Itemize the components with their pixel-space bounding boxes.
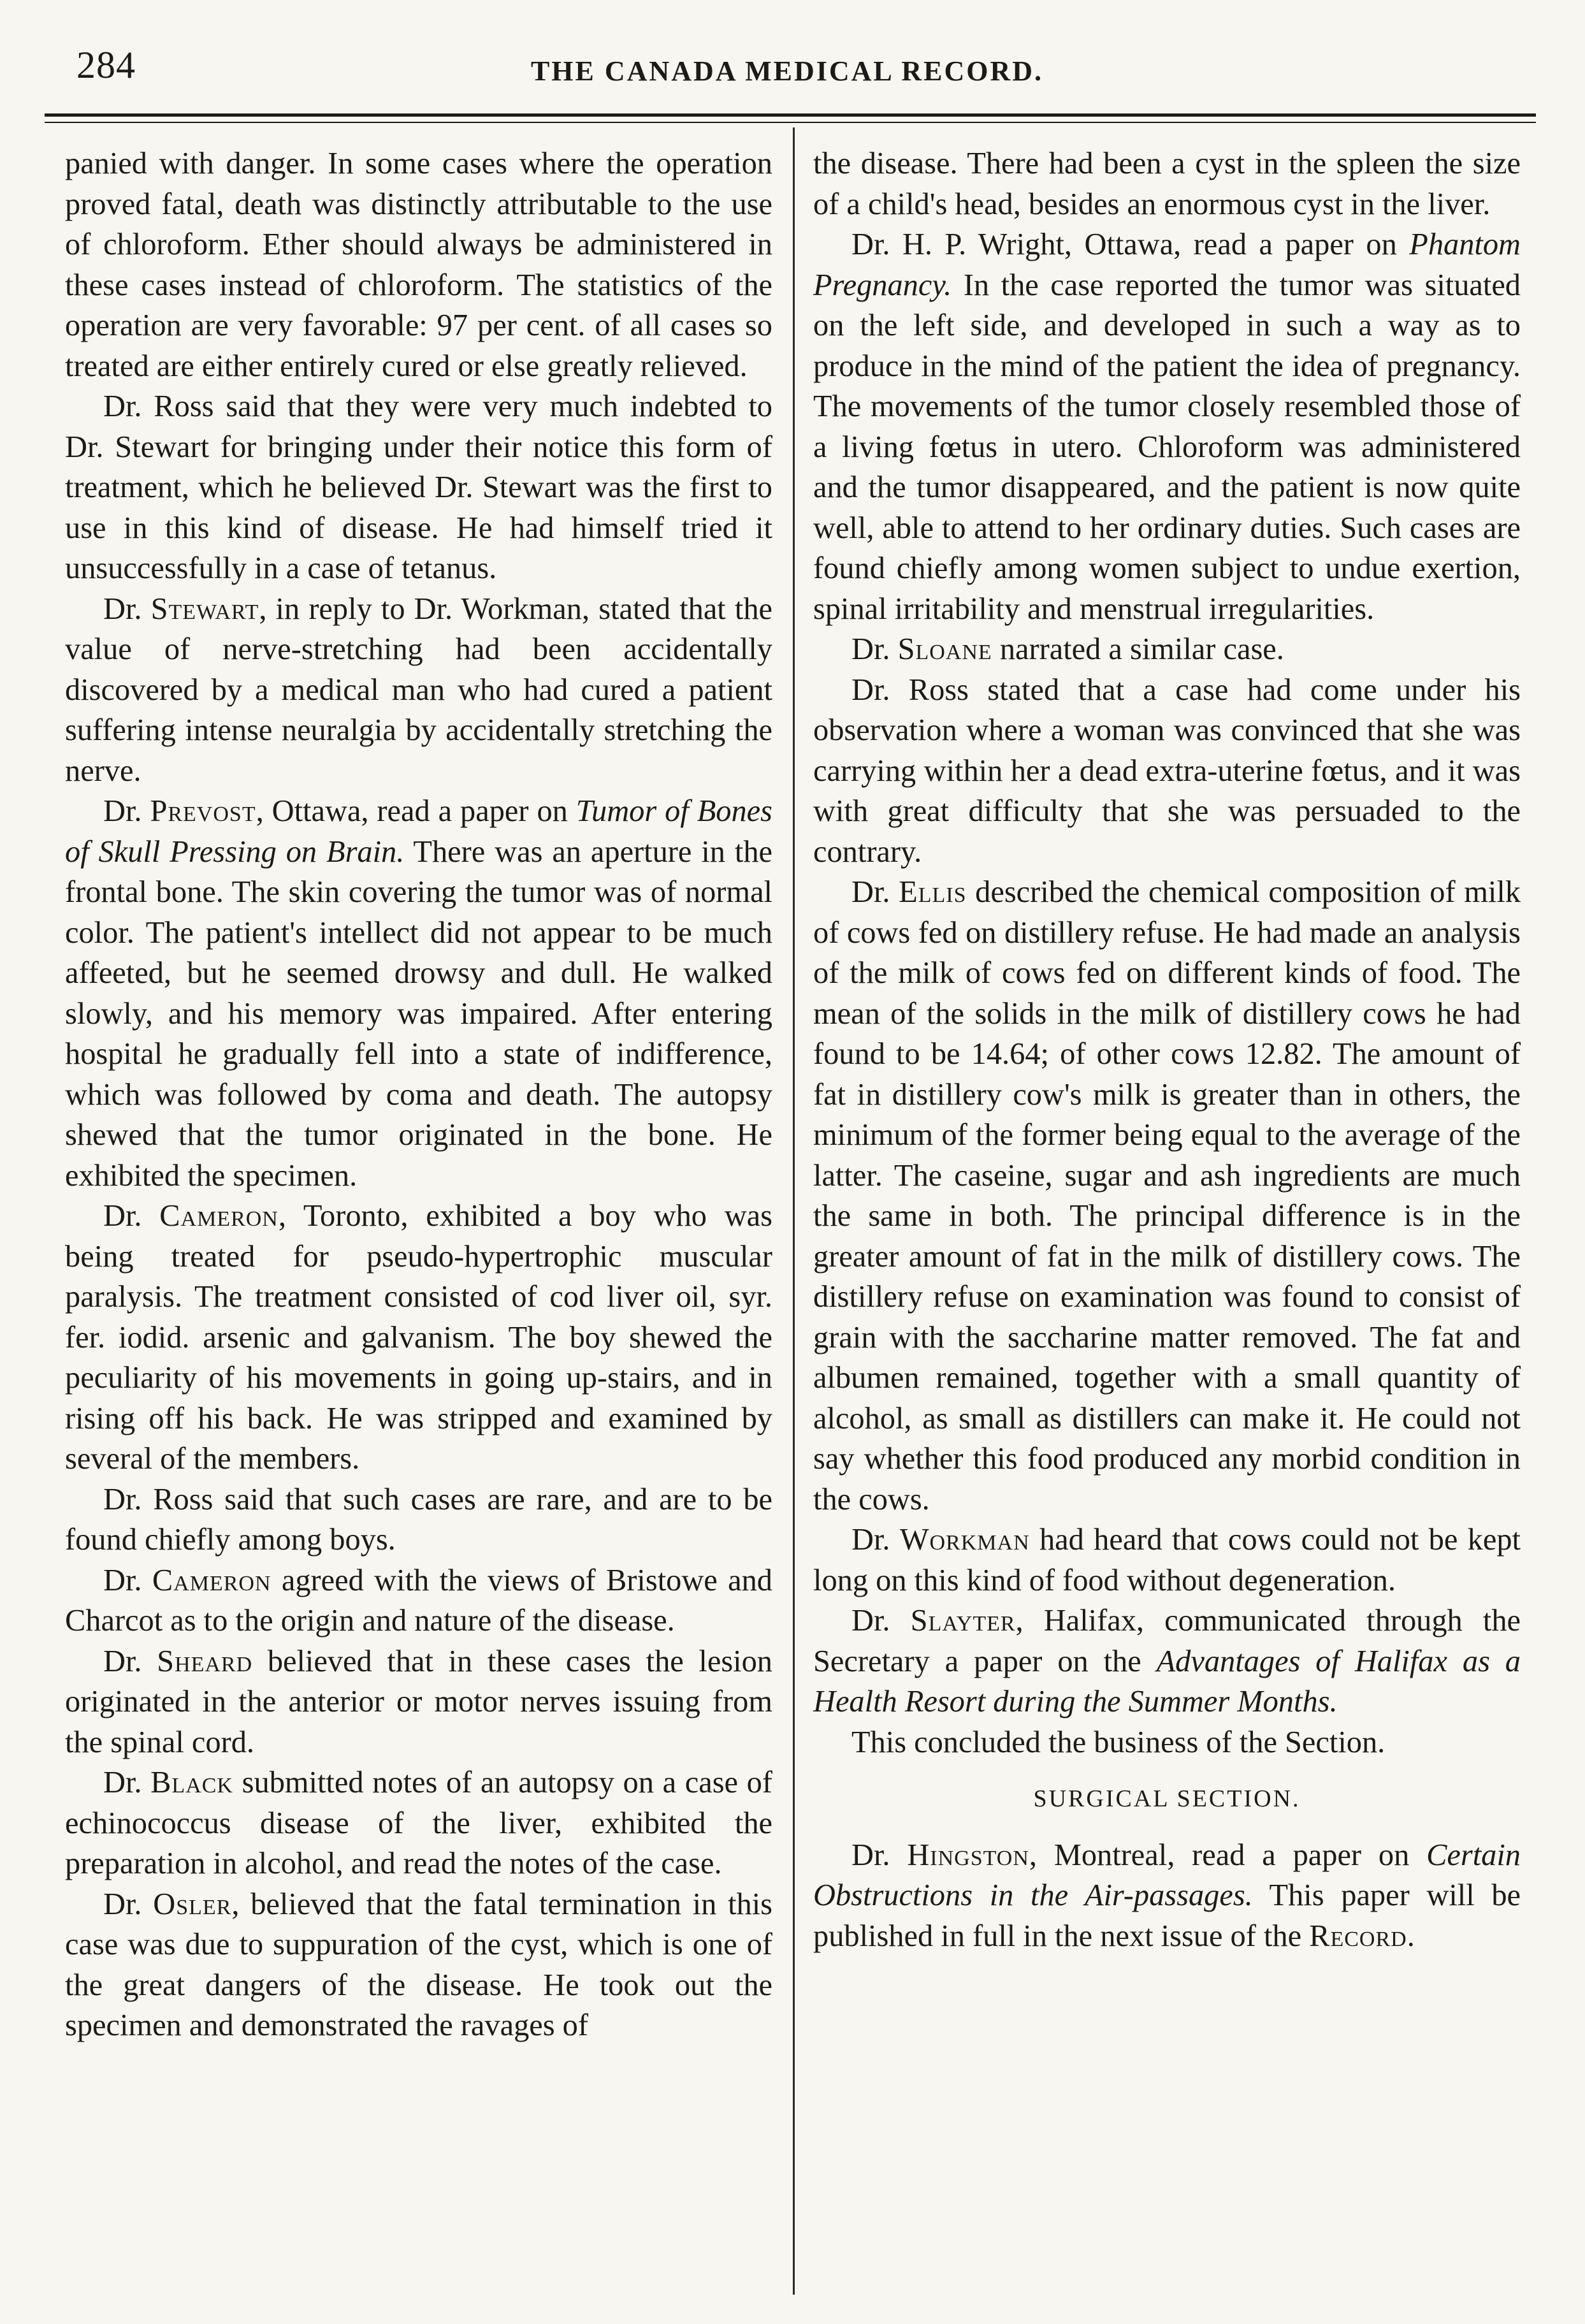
paragraph: Dr. Ross said that they were very much indebted to Dr. Stewart for bringing under their notice this form of treatment, which he believed Dr. Stewart was the first to use in this kind of disease. He had himself tried it unsuccessfully in a case of tetanus. <box>65 389 772 585</box>
speaker-name: Cameron <box>152 1563 271 1597</box>
speaker-name: Hingston <box>907 1838 1029 1872</box>
journal-name: Record. <box>1309 1919 1415 1953</box>
paper-title: Tumor of Bones of Skull Pressing on Brain. <box>65 794 772 869</box>
paragraph: Dr. Osler, believed that the fatal termination in this case was due to suppuration of the cyst, which is one of the great dangers of the disease. He took out the specimen and demonstrated the ravages of <box>65 1887 772 2042</box>
paragraph: Dr. Stewart, in reply to Dr. Workman, stated that the value of nerve-stretching had been accidentally discovered by a medical man who had cured a patient suffering intense neuralgia by accidentally stretching the nerve. <box>65 592 772 788</box>
speaker-name: Sheard <box>157 1644 253 1678</box>
paragraph: This concluded the business of the Section. <box>851 1725 1386 1759</box>
speaker-name: Black <box>150 1766 233 1799</box>
left-column <box>65 143 772 2046</box>
header-rule-thin <box>45 122 1536 123</box>
paragraph: Dr. Ross said that such cases are rare, and are to be found chiefly among boys. <box>65 1482 772 1557</box>
paragraph: Dr. Black submitted notes of an autopsy on a case of echinococcus disease of the liver, exhibited the preparation in alcohol, and read the notes of the case. <box>65 1766 772 1880</box>
paper-title: Certain Obstructions in the Air-passages. <box>813 1838 1521 1912</box>
paragraph: Dr. Cameron agreed with the views of Bristowe and Charcot as to the origin and nature of the disease. <box>65 1563 773 1638</box>
speaker-name: Prevost <box>150 794 256 828</box>
paragraph: Dr. Ellis described the chemical composition of milk of cows fed on distillery refuse. He had made an analysis of the milk of cows fed on different kinds of food. The mean of the solids in the milk of distillery cows he had found to be 14.64; of other cows 12.82. The amount of fat in distillery cow's milk is greater than in others, the minimum of the former being equal to the average of the latter. The caseine, sugar and ash ingredients are much the same in both. The principal difference is in the greater amount of fat in the milk of distillery cows. The distillery refuse on examination was found to consist of grain with the saccharine matter removed. The fat and albumen remained, together with a small quantity of alcohol, as small as distillers can make it. He could not say whether this food produced any morbid condition in the cows. <box>813 875 1521 1516</box>
speaker-name: Slayter <box>910 1604 1016 1638</box>
paragraph: Dr. Workman had heard that cows could not be kept long on this kind of food without degeneration. <box>813 1523 1521 1597</box>
column-divider <box>793 127 795 2295</box>
paper-title: Phantom Pregnancy. <box>813 228 1521 302</box>
speaker-name: Cameron <box>159 1199 279 1233</box>
paragraph: Dr. Prevost, Ottawa, read a paper on Tumor of Bones of Skull Pressing on Brain. There was an aperture in the frontal bone. The skin covering the tumor was of normal color. The patient's intellect did not appear to be much affeeted, but he seemed drowsy and dull. He walked slowly, and his memory was impaired. After entering hospital he gradually fell into a state of indifference, which was followed by coma and death. The autopsy shewed that the tumor originated in the bone. He exhibited the specimen. <box>65 794 772 1193</box>
paragraph: Dr. Cameron, Toronto, exhibited a boy who was being treated for pseudo-hypertrophic muscular paralysis. The treatment consisted of cod liver oil, syr. fer. iodid. arsenic and galvanism. The boy shewed the peculiarity of his movements in going up-stairs, and in rising off his back. He was stripped and examined by several of the members. <box>65 1199 772 1476</box>
paragraph: Dr. Hingston, Montreal, read a paper on Certain Obstructions in the Air-passages. This paper will be published in full in the next issue of the Record. <box>813 1838 1521 1953</box>
section-heading: SURGICAL SECTION. <box>1033 1785 1301 1812</box>
paper-title: Advantages of Halifax as a Health Resort during the Summer Months. <box>813 1644 1521 1718</box>
speaker-name: Sloane <box>897 632 992 666</box>
running-header <box>51 38 1523 96</box>
paragraph: Dr. Ross stated that a case had come under his observation where a woman was convinced that she was carrying within her a dead extra-uterine fœtus, and it was with great difficulty that she was persuaded to the contrary. <box>813 672 1521 869</box>
speaker-name: Stewart <box>150 592 259 626</box>
paragraph: Dr. H. P. Wright, Ottawa, read a paper on Phantom Pregnancy. In the case reported the tumor was situated on the left side, and developed in such a way as to produce in the mind of the patient the idea of pregnancy. The movements of the tumor closely resembled those of a living fœtus in utero. Chloroform was administered and the tumor disappeared, and the patient is now quite well, able to attend to her ordinary duties. Such cases are found chiefly among women subject to undue exertion, spinal irritability and menstrual irregularities. <box>813 228 1521 626</box>
paragraph: panied with danger. In some cases where the operation proved fatal, death was distinctly attributable to the use of chloroform. Ether should always be administered in these cases instead of chloroform. The statistics of the operation are very favorable: 97 per cent. of all cases so treated are either entirely cured or else greatly relieved. <box>65 147 772 383</box>
speaker-name: Workman <box>899 1523 1030 1557</box>
paragraph: Dr. Slayter, Halifax, communicated through the Secretary a paper on the Advantages of Halifax as a Health Resort during the Summer Months. <box>813 1604 1521 1718</box>
paragraph: the disease. There had been a cyst in the spleen the size of a child's head, besides an enormous cyst in the liver. <box>813 147 1521 221</box>
paragraph: Dr. Sloane narrated a similar case. <box>851 632 1284 666</box>
header-rule-thick <box>45 113 1536 117</box>
speaker-name: Osler <box>153 1887 232 1921</box>
page-number: 284 <box>76 44 136 86</box>
speaker-name: Ellis <box>899 875 967 909</box>
right-column <box>813 143 1521 1956</box>
running-title: THE CANADA MEDICAL RECORD. <box>530 55 1044 87</box>
paragraph: Dr. Sheard believed that in these cases the lesion originated in the anterior or motor nerves issuing from the spinal cord. <box>65 1644 772 1759</box>
